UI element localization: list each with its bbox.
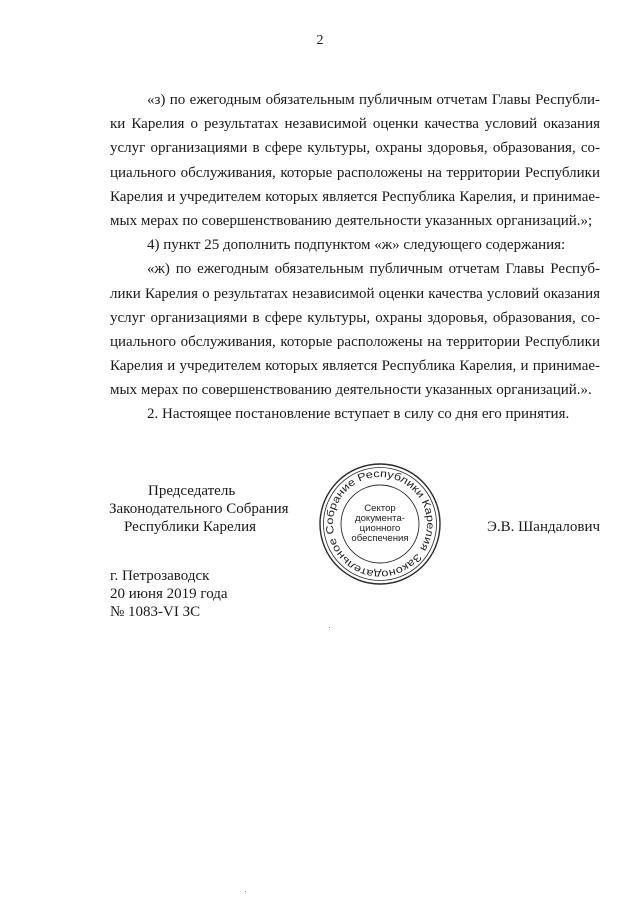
page-number: 2	[316, 33, 324, 48]
stamp-center-line: Сектор	[364, 503, 396, 514]
stamp-center-line: обеспечения	[351, 533, 409, 544]
scan-speck	[329, 627, 330, 628]
signer-title-line: Председатель	[148, 483, 236, 499]
document-number-line: № 1083-VI ЗС	[110, 604, 201, 620]
body-line: услуг организациями в сфере культуры, охраны здоровья, образования, со-	[110, 309, 600, 326]
scan-speck	[245, 891, 246, 892]
body-line: Карелия и учредителем которых является Республика Карелия, и принимае-	[110, 358, 600, 375]
body-line: мых мерах по совершенствованию деятельности указанных организаций.»;	[110, 212, 593, 229]
signer-title-line: Законодательного Собрания	[109, 501, 289, 517]
body-line: циального обслуживания, которые расположены на территории Республики	[110, 333, 600, 350]
body-line: ки Карелия о результатах независимой оценки качества условий оказания	[110, 116, 600, 133]
body-line: «з) по ежегодным обязательным публичным отчетам Главы Республи-	[147, 92, 600, 108]
body-line: 2. Настоящее постановление вступает в силу со дня его принятия.	[147, 406, 570, 423]
body-line: Карелия и учредителем которых является Республика Карелия, и принимае-	[110, 188, 600, 205]
signer-name: Э.В. Шандалович	[487, 519, 601, 535]
body-line: мых мерах по совершенствованию деятельности указанных организаций.».	[110, 382, 592, 399]
stamp-ring-text: Законодательное Собрание Республики Карелия	[324, 468, 436, 580]
body-line: услуг организациями в сфере культуры, охраны здоровья, образования, со-	[110, 140, 600, 157]
resolution-body	[110, 88, 600, 427]
date-line: 20 июня 2019 года	[110, 586, 228, 602]
official-stamp	[318, 462, 442, 586]
signer-title-line: Республики Карелия	[124, 519, 257, 535]
stamp-center-line: ционного	[359, 523, 401, 534]
body-line: «ж) по ежегодным обязательным публичным отчетам Главы Респуб-	[147, 261, 600, 278]
place-date-number	[110, 567, 228, 621]
stamp-center-line: документа-	[355, 513, 405, 524]
body-line: циального обслуживания, которые расположены на территории Республики	[110, 164, 600, 181]
body-line: 4) пункт 25 дополнить подпунктом «ж» следующего содержания:	[147, 237, 566, 254]
place-line: г. Петрозаводск	[110, 568, 210, 584]
body-line: лики Карелия о результатах независимой оценки качества условий оказания	[110, 285, 600, 302]
